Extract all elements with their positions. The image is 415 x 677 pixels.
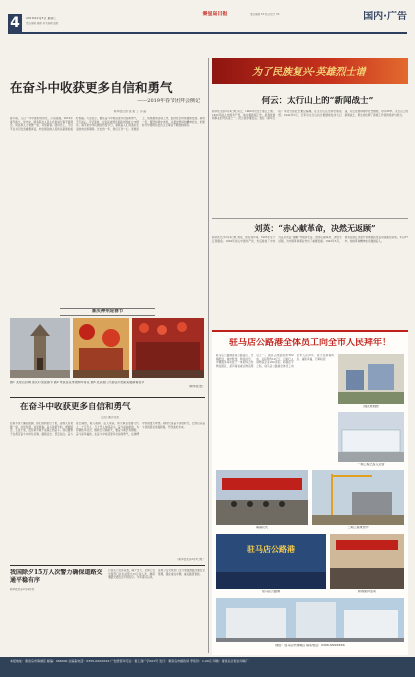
photo-credit: （新华社发） <box>186 385 205 388</box>
center-column-rule <box>208 58 209 653</box>
photo-temple <box>10 318 70 378</box>
photo-market <box>73 318 129 378</box>
ad-photo-plan <box>338 354 404 404</box>
ad-address: 地址：驻马店市驿城区 联系电话：0396-XXXXXXX <box>275 644 345 647</box>
ad-photo-phase2-caption: 二期工程建设中 <box>347 526 369 529</box>
main-article-body: 春节前，人们一年中最好的时光，万家团圆。2019年春节前夕，党中央、国务院在人民大会堂举行春节团拜会，同各界人士欢聚一堂，共迎新春。团拜会上，习近平总书记发表重要讲话，向全国各族人民致以新春的美好祝福。大家表示，要在奋斗中收获更多自信和勇气，不忘初心，牢记使命，以优异成绩庆祝新中国成立70周年。春节是中华民族的传统节日，承载着人们对美好生活的向往和期盼。过去的一年，我们万众一心、迎难而上，统筹推进各项工作，经济社会持续健康发展。新的一年，要坚持稳中求进，以更加昂扬的精神状态，把新时代中国特色社会主义事业不断推向前进。 <box>10 117 205 131</box>
issue-date: 2019年2月5日 星期二 <box>26 17 57 20</box>
heroes-banner-text: 为了民族复兴·英雄烈士谱 <box>252 67 366 78</box>
road-article-byline: 新华社北京2月4日电 <box>10 588 35 591</box>
page-number: 4 <box>8 14 22 32</box>
editor-line: 责任编辑 谢颖 美术编辑 邵新 <box>26 22 59 25</box>
heroes-banner <box>212 58 408 84</box>
liuying-divider <box>212 218 408 219</box>
main-article-title: 在奋斗中收获更多自信和勇气 <box>10 80 173 95</box>
heyun-article-title: 何云：太行山上的“新闻战士” <box>261 96 374 106</box>
liuying-article-body: 新华社长沙2月4日电 刘英，原名刘声鸿，1905年生于江西瑞金。1929年加入中国共产党，先后参加了中央苏区历次反“围剿”作战和长征。他赤心献革命，决然无返顾，为中国革命事业作出了重要贡献。1942年5月，刘英在浙江永康方岩被国民党反动派秘密杀害，年仅37岁。他的革命精神永远激励后人。 <box>212 236 408 243</box>
road-article-body: 记者从公安部获悉，除夕当天，全国公安交管部门共出动警力15万余人次，确保道路交通安全平稳有序。今年春运以来，各地公安交管部门全力加强道路交通安全管理，强化重点车辆、重点路段管控。 <box>108 569 205 579</box>
ad-photo-event <box>330 534 404 589</box>
ad-banner-caption: 驻马店公路港 <box>261 590 280 593</box>
ad-photo-event-caption: 新春团拜活动 <box>357 590 376 593</box>
ad-photo-plan-caption: 园区规划图 <box>363 405 379 408</box>
ad-banner-text: 驻马店公路港 <box>247 545 295 554</box>
road-article-title: 我国除夕15万人次警力确保道路交通平稳有序 <box>10 569 103 584</box>
bottom-article-end-note: （新华社北京2月5日电） <box>175 558 205 561</box>
ad-photo-phase1-caption: 一期工程已投入运营 <box>357 463 385 466</box>
heyun-article-body: 新华社太原2月4日电 何云，1904年出生于浙江上虞。1932年加入中国共产党，他从事新闻工作，是我党新闻事业的开拓者之一。抗日战争爆发后，他任《新华日报》华北分馆社长兼总编辑，在太行山区坚持出版报纸。1942年5月，日军对太行山抗日根据地发动大扫荡，何云在转移途中壮烈牺牲，时年38岁。太行山上的新闻战士，用生命诠释了新闻工作者的使命与担当。 <box>212 110 408 120</box>
ad-photo-ceremony <box>216 470 308 525</box>
main-article-subtitle: ——2019年春节团拜会侧记 <box>137 98 200 104</box>
liuying-article-title: 刘英：“赤心献革命，决然无返顾” <box>254 223 376 233</box>
ad-photo-ceremony-caption: 奠基仪式 <box>255 526 268 529</box>
newspaper-name: 秦皇岛日报 <box>202 11 228 17</box>
road-divider <box>10 565 205 566</box>
masthead-rule <box>8 32 407 34</box>
ad-title: 驻马店公路港全体员工向全市人民拜年！ <box>228 338 391 348</box>
main-article-byline: 新华社记者 张 旭 丁 小 溪 <box>113 110 147 113</box>
photo-caption: 图1 太原古县城 喜庆灯笼迎春节 图2 市民在花市选购年宵花 图3 北京前门大街张灯结彩迎接新春佳节 <box>10 381 145 384</box>
ad-photo-phase1 <box>338 412 404 462</box>
photo-section-label: 喜庆神州迎春节 <box>60 308 155 316</box>
ad-body: 驻马店公路港是集公路货运、仓储配送、城市配送、物流信息、车辆服务等功能于一体的综合性物流园区，是河南省重点物流项目之一。园区占地面积约500亩，总投资约10亿元，目前已入驻物流企业200余家。新春佳节之际，驻马店公路港全体员工向全市人民拜年，祝大家新春快乐、阖家幸福、万事如意！ <box>216 354 334 368</box>
bottom-article-byline: 人民日报评论员 <box>100 416 120 419</box>
section-divider <box>10 397 205 398</box>
bottom-article-title: 在奋斗中收获更多自信和勇气 <box>20 402 131 412</box>
masthead-subline: 责任编辑 XX 版式设计 XX <box>250 13 280 16</box>
section-title: 国内·广告 <box>363 11 407 22</box>
ad-banner-photo <box>216 534 326 589</box>
bottom-article-body: 在春节这个阖家团圆、辞旧迎新的日子里，各族人民欢聚一堂，共话发展，共迎新春。奋斗是艰辛的，艰难困苦、玉汝于成，没有艰辛就不是真正的奋斗。我们要勇于在艰苦奋斗中净化灵魂、磨砺意志、坚定信念。奋斗是长期的，前人栽树、后人乘凉，伟大事业需要几代人、十几代人、几十代人持续奋斗。奋斗是曲折的，为有牺牲多壮志，敢教日月换新天，要奋斗就会有牺牲。奋斗是幸福的，在奋斗中收获更多自信和勇气，在拼搏中实现更大梦想。新时代是奋斗者的时代，让我们以奋斗者的姿态迎接新春，开创美好未来。 <box>10 422 205 436</box>
ad-photo-building <box>216 598 404 642</box>
ad-photo-phase2 <box>312 470 404 525</box>
page-footer: 本报地址：秦皇岛市海港区 邮编：066000 总编室电话：0335-XXXXXXX 广告经营许可证：秦工商广字001号 发行：秦皇岛市邮政局 零售价：1.00元 印刷：秦皇岛日报社印刷厂 <box>0 657 415 677</box>
photo-street <box>132 318 204 378</box>
